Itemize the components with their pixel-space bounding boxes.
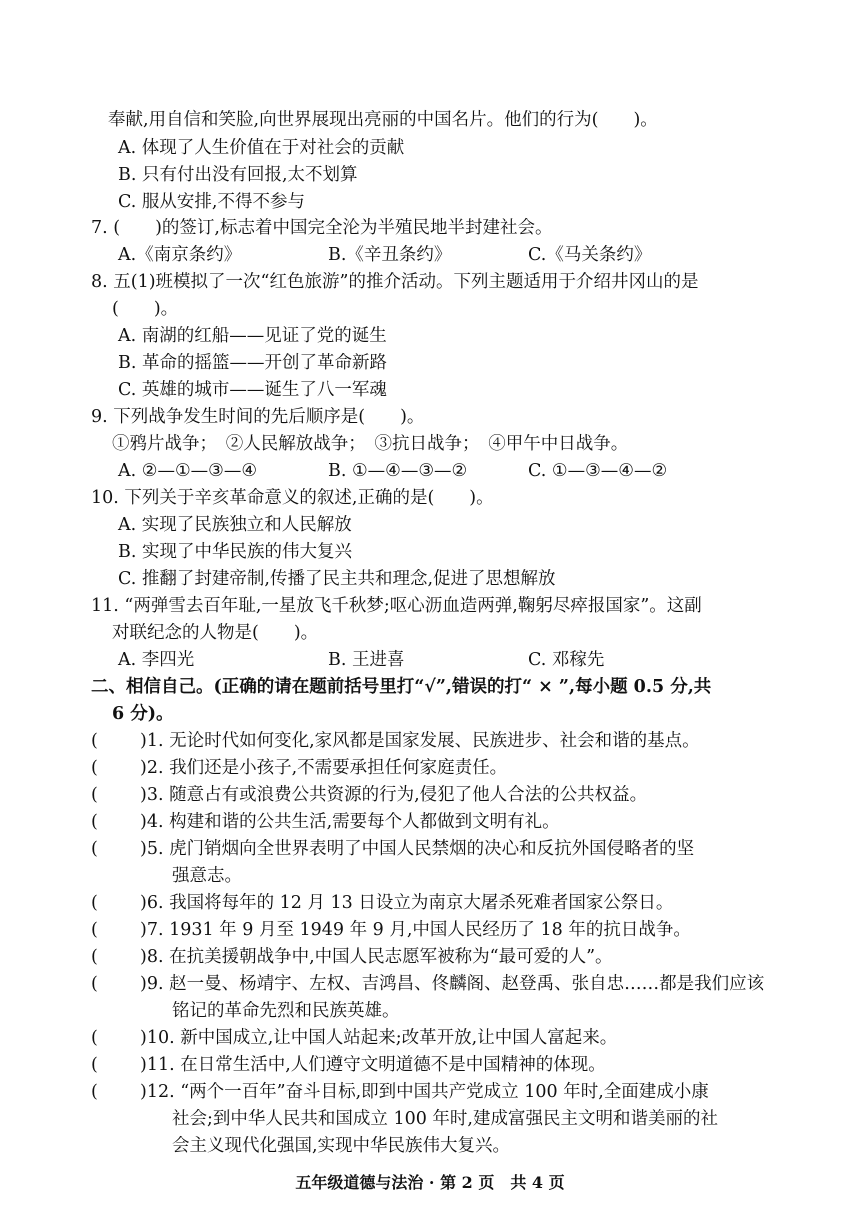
tf-11-paren: ( (91, 1055, 98, 1075)
tf-item-4: )4. 构建和谐的公共生活,需要每个人都做到文明有礼。 (140, 812, 560, 832)
q7-option-b: B.《辛丑条约》 (328, 245, 452, 265)
q11-stem: 11. “两弹雪去百年耻,一星放飞千秋梦;呕心沥血造两弹,鞠躬尽瘁报国家”。这副 (91, 596, 702, 616)
tf-4-paren: ( (91, 812, 98, 832)
tf-item-9: )9. 赵一曼、杨靖宇、左权、吉鸿昌、佟麟阁、赵登禹、张自忠……都是我们应该 (140, 974, 765, 994)
tf-item-12-cont-1: 社会;到中华人民共和国成立 100 年时,建成富强民主文明和谐美丽的社 (172, 1109, 718, 1129)
tf-item-5: )5. 虎门销烟向全世界表明了中国人民禁烟的决心和反抗外国侵略者的坚 (140, 839, 695, 859)
tf-item-11: )11. 在日常生活中,人们遵守文明道德不是中国精神的体现。 (140, 1055, 606, 1075)
tf-5-paren: ( (91, 839, 98, 859)
page-footer: 五年级道德与法治 · 第 2 页 共 4 页 (295, 1173, 565, 1192)
q10-stem: 10. 下列关于辛亥革命意义的叙述,正确的是( )。 (91, 488, 494, 508)
tf-1-paren: ( (91, 731, 98, 751)
q9-options (118, 459, 738, 483)
q10-option-a: A. 实现了民族独立和人民解放 (118, 515, 352, 535)
q6-option-c: C. 服从安排,不得不参与 (118, 192, 305, 212)
q9-items: ①鸦片战争； ②人民解放战争； ③抗日战争； ④甲午中日战争。 (112, 434, 629, 454)
tf-9-paren: ( (91, 974, 98, 994)
tf-2-paren: ( (91, 758, 98, 778)
q11-stem-line2: 对联纪念的人物是( )。 (112, 623, 319, 643)
section-2-heading: 二、相信自己。(正确的请在题前括号里打“√”,错误的打“ × ”,每小题 0.5 分,共 (91, 677, 712, 697)
tf-item-2: )2. 我们还是小孩子,不需要承担任何家庭责任。 (140, 758, 508, 778)
tf-item-7: )7. 1931 年 9 月至 1949 年 9 月,中国人民经历了 18 年的抗日战争。 (140, 920, 691, 940)
tf-item-12-cont-2: 会主义现代化强国,实现中华民族伟大复兴。 (172, 1136, 511, 1156)
tf-3-paren: ( (91, 785, 98, 805)
tf-10-paren: ( (91, 1028, 98, 1048)
q8-stem: 8. 五(1)班模拟了一次“红色旅游”的推介活动。下列主题适用于介绍井冈山的是 (91, 272, 699, 292)
tf-item-1: )1. 无论时代如何变化,家风都是国家发展、民族进步、社会和谐的基点。 (140, 731, 700, 751)
tf-item-12: )12. “两个一百年”奋斗目标,即到中国共产党成立 100 年时,全面建成小康 (140, 1082, 709, 1102)
tf-6-paren: ( (91, 893, 98, 913)
tf-8-paren: ( (91, 947, 98, 967)
q11-option-c: C. 邓稼先 (528, 650, 605, 670)
q8-option-a: A. 南湖的红船——见证了党的诞生 (118, 326, 387, 346)
q6-option-b: B. 只有付出没有回报,太不划算 (118, 165, 358, 185)
tf-item-5-cont: 强意志。 (172, 866, 242, 886)
q7-option-a: A.《南京条约》 (118, 245, 242, 265)
q6-option-a: A. 体现了人生价值在于对社会的贡献 (118, 138, 405, 158)
q7-options (118, 243, 738, 267)
q8-option-c: C. 英雄的城市——诞生了八一军魂 (118, 380, 387, 400)
q11-options (118, 648, 738, 672)
tf-item-8: )8. 在抗美援朝战争中,中国人民志愿军被称为“最可爱的人”。 (140, 947, 613, 967)
section-2-heading-line2: 6 分)。 (112, 704, 174, 724)
tf-12-paren: ( (91, 1082, 98, 1102)
q11-option-b: B. 王进喜 (328, 650, 405, 670)
q9-option-b: B. ①—④—③—② (328, 461, 468, 481)
q8-stem-answer: ( )。 (112, 299, 179, 319)
q10-option-c: C. 推翻了封建帝制,传播了民主共和理念,促进了思想解放 (118, 569, 556, 589)
q11-option-a: A. 李四光 (118, 650, 195, 670)
tf-item-3: )3. 随意占有或浪费公共资源的行为,侵犯了他人合法的公共权益。 (140, 785, 648, 805)
q8-option-b: B. 革命的摇篮——开创了革命新路 (118, 353, 387, 373)
q9-stem: 9. 下列战争发生时间的先后顺序是( )。 (91, 407, 425, 427)
tf-item-9-cont: 铭记的革命先烈和民族英雄。 (172, 1001, 400, 1021)
q6-stem-continued: 奉献,用自信和笑脸,向世界展现出亮丽的中国名片。他们的行为( )。 (108, 110, 658, 130)
tf-7-paren: ( (91, 920, 98, 940)
tf-item-10: )10. 新中国成立,让中国人站起来;改革开放,让中国人富起来。 (140, 1028, 618, 1048)
q9-option-a: A. ②—①—③—④ (118, 461, 258, 481)
q7-option-c: C.《马关条约》 (528, 245, 652, 265)
q10-option-b: B. 实现了中华民族的伟大复兴 (118, 542, 352, 562)
tf-item-6: )6. 我国将每年的 12 月 13 日设立为南京大屠杀死难者国家公祭日。 (140, 893, 674, 913)
q7-stem: 7. ( )的签订,标志着中国完全沦为半殖民地半封建社会。 (91, 218, 553, 238)
q9-option-c: C. ①—③—④—② (528, 461, 668, 481)
